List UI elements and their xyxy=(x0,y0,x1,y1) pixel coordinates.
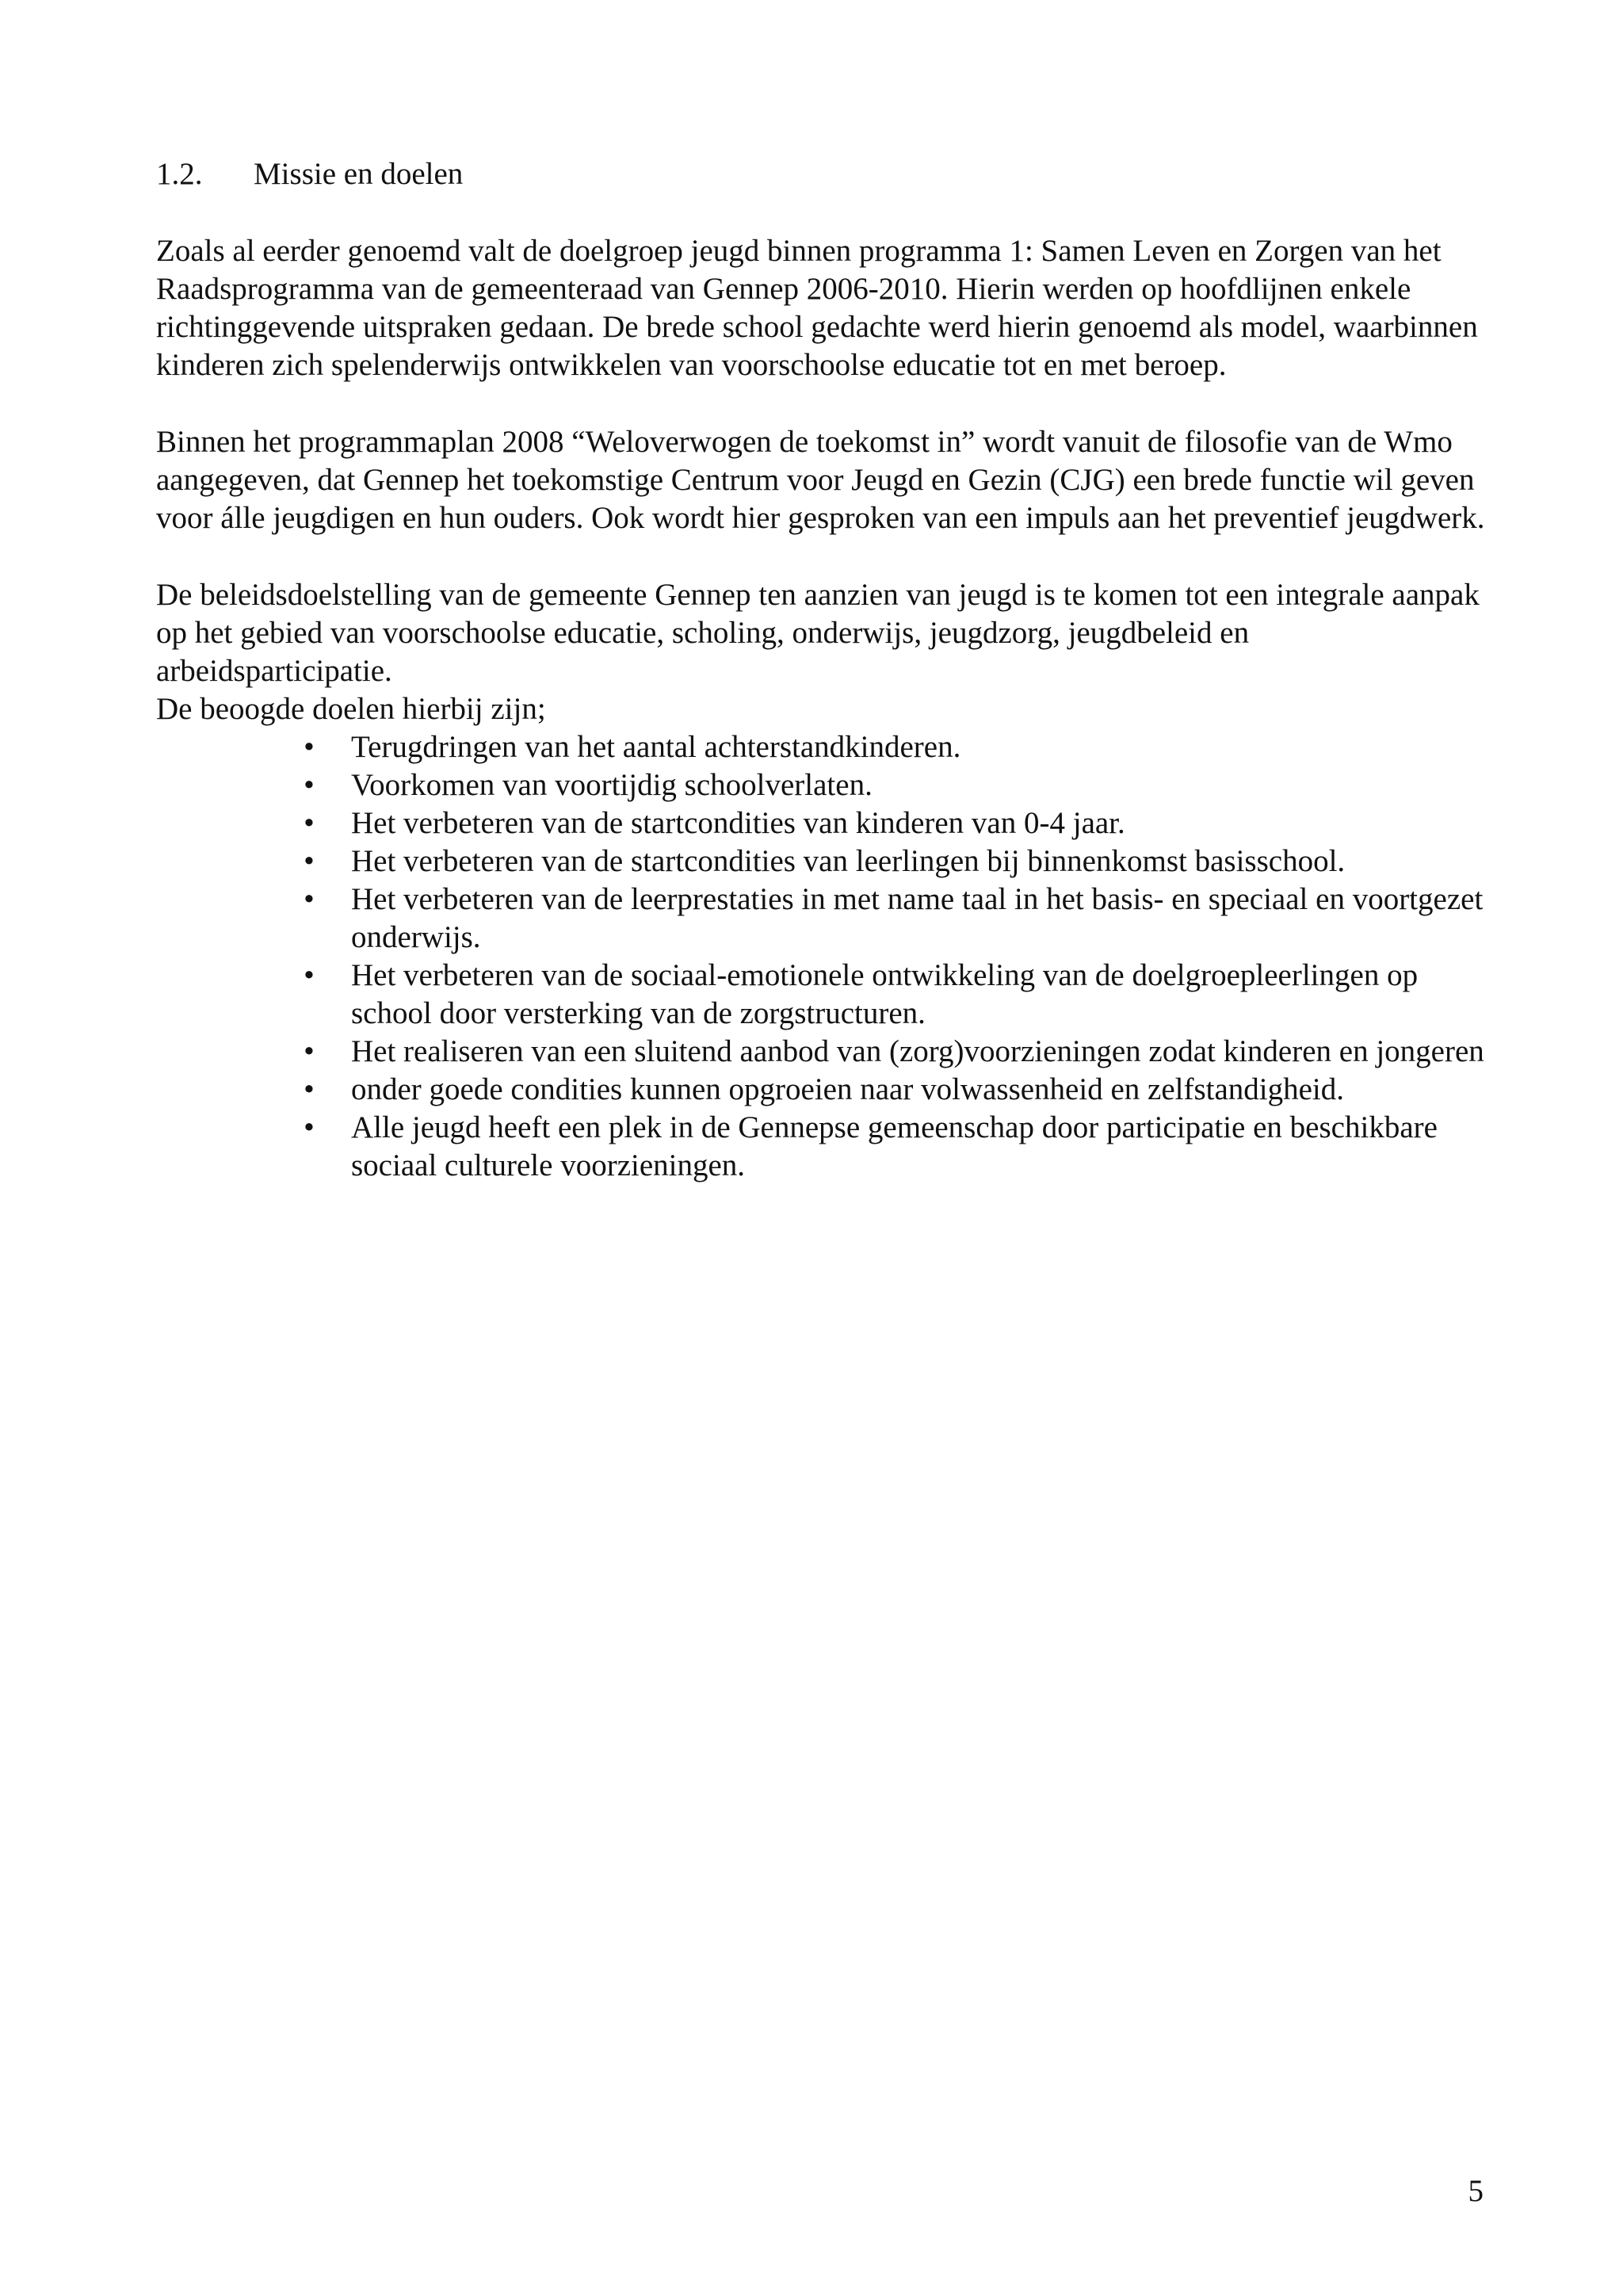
bullet-icon: • xyxy=(304,882,315,916)
goal-text: Het realiseren van een sluitend aanbod van (zorg)voorzieningen zodat kinderen en jongeren xyxy=(351,1034,1484,1068)
list-item xyxy=(156,1109,1487,1185)
bullet-icon: • xyxy=(304,768,315,802)
list-item xyxy=(156,842,1487,881)
bullet-icon: • xyxy=(304,1072,315,1106)
bullet-icon: • xyxy=(304,844,315,878)
spacer xyxy=(156,384,1487,423)
section-number: 1.2. xyxy=(156,157,203,191)
goal-text: Het verbeteren van de leerprestaties in met name taal in het basis- en speciaal en voortgezet onderwijs. xyxy=(351,882,1484,954)
bullet-icon: • xyxy=(304,1034,315,1068)
section-title: Missie en doelen xyxy=(254,157,464,191)
section-heading xyxy=(156,155,1487,193)
bullet-icon: • xyxy=(304,806,315,840)
list-item xyxy=(156,881,1487,957)
page-number: 5 xyxy=(1468,2174,1484,2208)
goals-intro: De beoogde doelen hierbij zijn; xyxy=(156,692,546,726)
goal-text: Terugdringen van het aantal achterstandkinderen. xyxy=(351,730,961,764)
goal-text: Het verbeteren van de sociaal-emotionele ontwikkeling van de doelgroepleerlingen op school door versterking van de zorgstructuren. xyxy=(351,958,1419,1030)
spacer xyxy=(156,193,1487,232)
paragraph-intro: Zoals al eerder genoemd valt de doelgroep jeugd binnen programma 1: Samen Leven en Zorgen van het Raadsprogramma van de gemeenteraad van Gennep 2006-2010. Hierin werden op hoofdlijnen enkele richtinggevende uitspraken gedaan. De brede school gedachte werd hierin genoemd als model, waarbinnen kinderen zich spelenderwijs ontwikkelen van voorschoolse educatie tot en met beroep. xyxy=(156,234,1478,382)
list-item xyxy=(156,804,1487,842)
goal-text: Voorkomen van voortijdig schoolverlaten. xyxy=(351,768,873,802)
goal-text: onder goede condities kunnen opgroeien naar volwassenheid en zelfstandigheid. xyxy=(351,1072,1345,1106)
page-content xyxy=(156,155,1487,1185)
bullet-icon: • xyxy=(304,1110,315,1144)
list-item xyxy=(156,1071,1487,1109)
spacer xyxy=(156,537,1487,576)
goal-text: Het verbeteren van de startcondities van leerlingen bij binnenkomst basisschool. xyxy=(351,844,1346,878)
goal-text: Alle jeugd heeft een plek in de Gennepse gemeenschap door participatie en beschikbare sociaal culturele voorzieningen. xyxy=(351,1110,1438,1182)
goal-text: Het verbeteren van de startcondities van kinderen van 0-4 jaar. xyxy=(351,806,1125,840)
bullet-icon: • xyxy=(304,958,315,992)
list-item xyxy=(156,1033,1487,1071)
list-item xyxy=(156,957,1487,1033)
goals-list xyxy=(156,728,1487,1185)
list-item xyxy=(156,728,1487,766)
paragraph-beleidsdoelstelling: De beleidsdoelstelling van de gemeente Gennep ten aanzien van jeugd is te komen tot een integrale aanpak op het gebied van voorschoolse educatie, scholing, onderwijs, jeugdzorg, jeugdbeleid en arbeidsparticipatie. xyxy=(156,578,1480,688)
paragraph-programmaplan: Binnen het programmaplan 2008 “Weloverwogen de toekomst in” wordt vanuit de filosofie van de Wmo aangegeven, dat Gennep het toekomstige Centrum voor Jeugd en Gezin (CJG) een brede functie wil geven voor álle jeugdigen en hun ouders. Ook wordt hier gesproken van een impuls aan het preventief jeugdwerk. xyxy=(156,425,1485,535)
bullet-icon: • xyxy=(304,730,315,764)
list-item xyxy=(156,766,1487,804)
